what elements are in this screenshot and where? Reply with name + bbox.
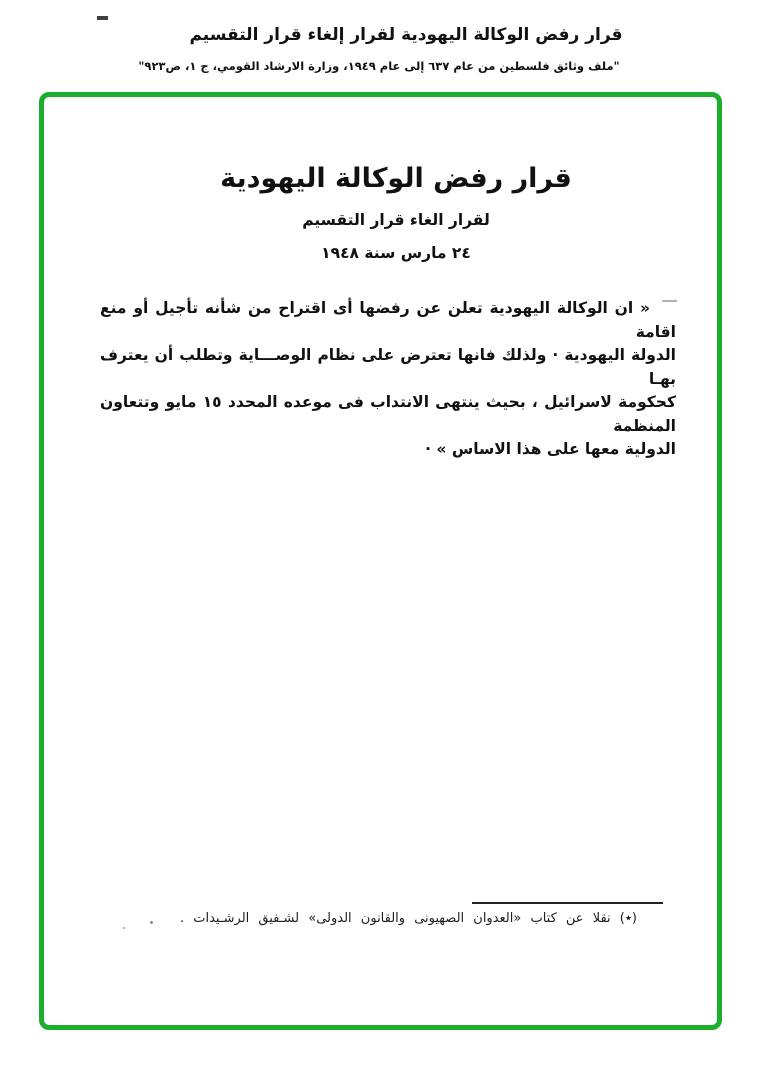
scan-artifact-dash: [97, 16, 108, 20]
document-frame-border: [39, 92, 722, 1030]
document-subtitle: لقرار الغاء قرار التقسيم: [302, 211, 490, 229]
paragraph-line: « ان الوكالة اليهودية تعلن عن رفضها أى اقتراح من شأنه تأجيل أو منع اقامة: [100, 299, 676, 341]
footnote-separator-rule: [472, 902, 663, 904]
document-title: قرار رفض الوكالة اليهودية: [220, 163, 572, 194]
document-body-paragraph: [100, 297, 676, 462]
document-date: ٢٤ مارس سنة ١٩٤٨: [321, 244, 471, 262]
paragraph-line: كحكومة لاسرائيل ، بحيث ينتهى الانتداب فى موعده المحدد ١٥ مايو وتتعاون المنظمة: [100, 393, 676, 435]
footnote-text: (٭) نقلا عن كتاب «العدوان الصهيونى والقانون الدولى» لشـفيق الرشـيدات .: [179, 911, 637, 926]
paragraph-line: الدولة اليهودية · ولذلك فانها تعترض على نظام الوصـــاية وتطلب أن يعترف بهـا: [100, 346, 676, 388]
page-header-title: قرار رفض الوكالة اليهودية لقرار إلغاء قرار التقسيم: [189, 25, 623, 45]
paragraph-line: الدولية معها على هذا الاساس » ·: [425, 440, 676, 458]
page-header-source-citation: "ملف وثائق فلسطين من عام ٦٣٧ إلى عام ١٩٤٩، وزارة الارشاد القومي، ج ١، ص٩٢٣": [138, 59, 620, 73]
